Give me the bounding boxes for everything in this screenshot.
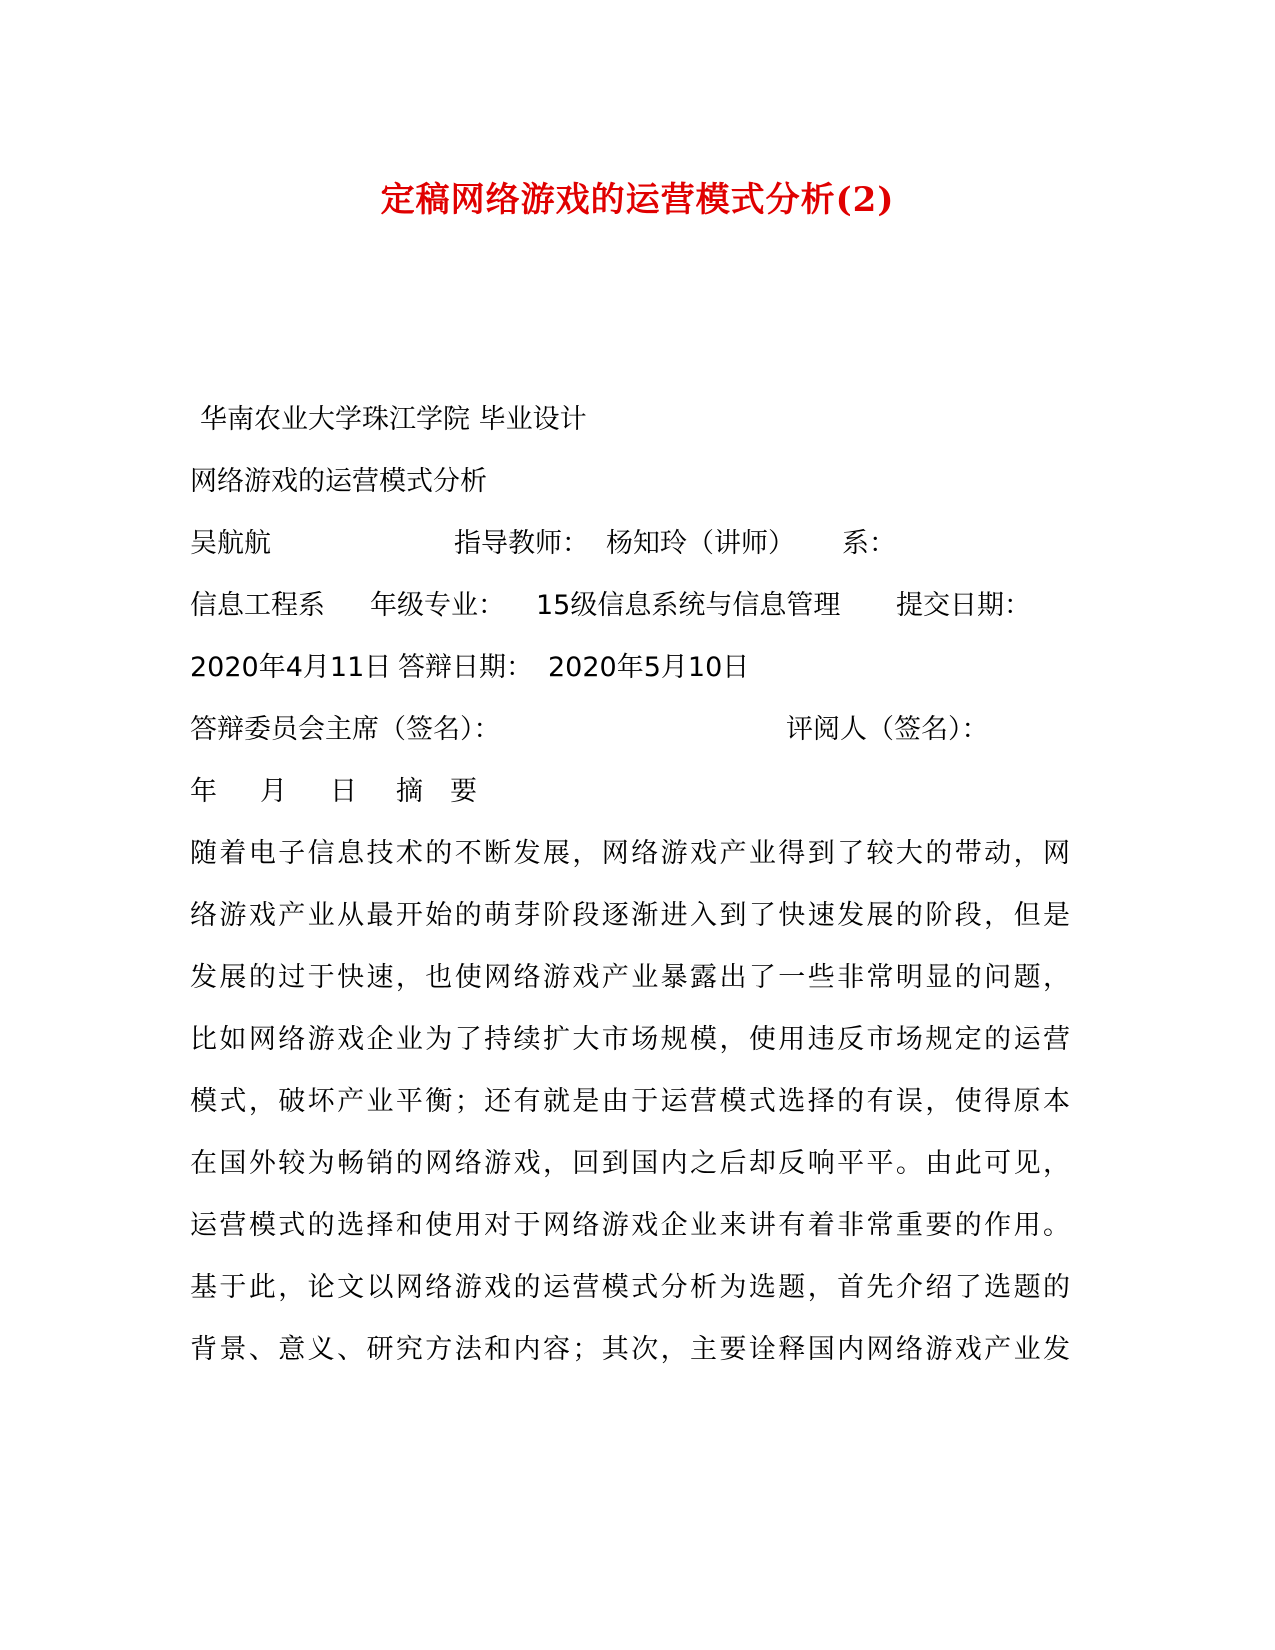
abstract-line: 随着电子信息技术的不断发展，网络游戏产业得到了较大的带动，网 [190, 838, 1070, 869]
author-advisor-row [190, 527, 1070, 561]
grade-value: 15级信息系统与信息管理 [536, 590, 841, 621]
signature-row [190, 713, 1070, 747]
abstract-line: 比如网络游戏企业为了持续扩大市场规模，使用违反市场规定的运营 [190, 1024, 1070, 1055]
day-label: 日 [330, 776, 357, 807]
author-name: 吴航航 [190, 528, 271, 559]
abstract-line: 运营模式的选择和使用对于网络游戏企业来讲有着非常重要的作用。 [190, 1210, 1070, 1241]
chair-signature-label: 答辩委员会主席（签名）： [190, 714, 501, 745]
defense-date: 2020年5月10日 [548, 652, 750, 683]
submit-date: 2020年4月11日 [190, 652, 392, 683]
abstract-line: 在国外较为畅销的网络游戏，回到国内之后却反响平平。由此可见， [190, 1148, 1070, 1179]
reviewer-signature-label: 评阅人（签名）： [786, 714, 989, 745]
dates-row [190, 651, 1070, 685]
dept-name: 信息工程系 [190, 590, 325, 621]
dept-grade-row [190, 589, 1070, 623]
date-abstract-row [190, 775, 1070, 809]
abstract-line: 模式，破坏产业平衡；还有就是由于运营模式选择的有误，使得原本 [190, 1086, 1070, 1117]
school-line: 华南农业大学珠江学院 毕业设计 [200, 404, 587, 435]
advisor-label: 指导教师： [454, 528, 589, 559]
submit-label: 提交日期： [896, 590, 1031, 621]
abstract-heading: 摘 要 [396, 776, 477, 807]
month-label: 月 [260, 776, 287, 807]
advisor-name: 杨知玲（讲师） [606, 528, 795, 559]
year-label: 年 [190, 776, 217, 807]
abstract-line: 络游戏产业从最开始的萌芽阶段逐渐进入到了快速发展的阶段，但是 [190, 900, 1070, 931]
grade-label: 年级专业： [370, 590, 505, 621]
abstract-line: 基于此，论文以网络游戏的运营模式分析为选题，首先介绍了选题的 [190, 1272, 1070, 1303]
abstract-line: 背景、意义、研究方法和内容；其次，主要诠释国内网络游戏产业发 [190, 1334, 1070, 1365]
document-title: 定稿网络游戏的运营模式分析(2) [380, 180, 895, 220]
abstract-line: 发展的过于快速，也使网络游戏产业暴露出了一些非常明显的问题， [190, 962, 1070, 993]
thesis-title: 网络游戏的运营模式分析 [190, 466, 487, 497]
defense-label: 答辩日期： [398, 652, 533, 683]
dept-label: 系： [842, 528, 896, 559]
